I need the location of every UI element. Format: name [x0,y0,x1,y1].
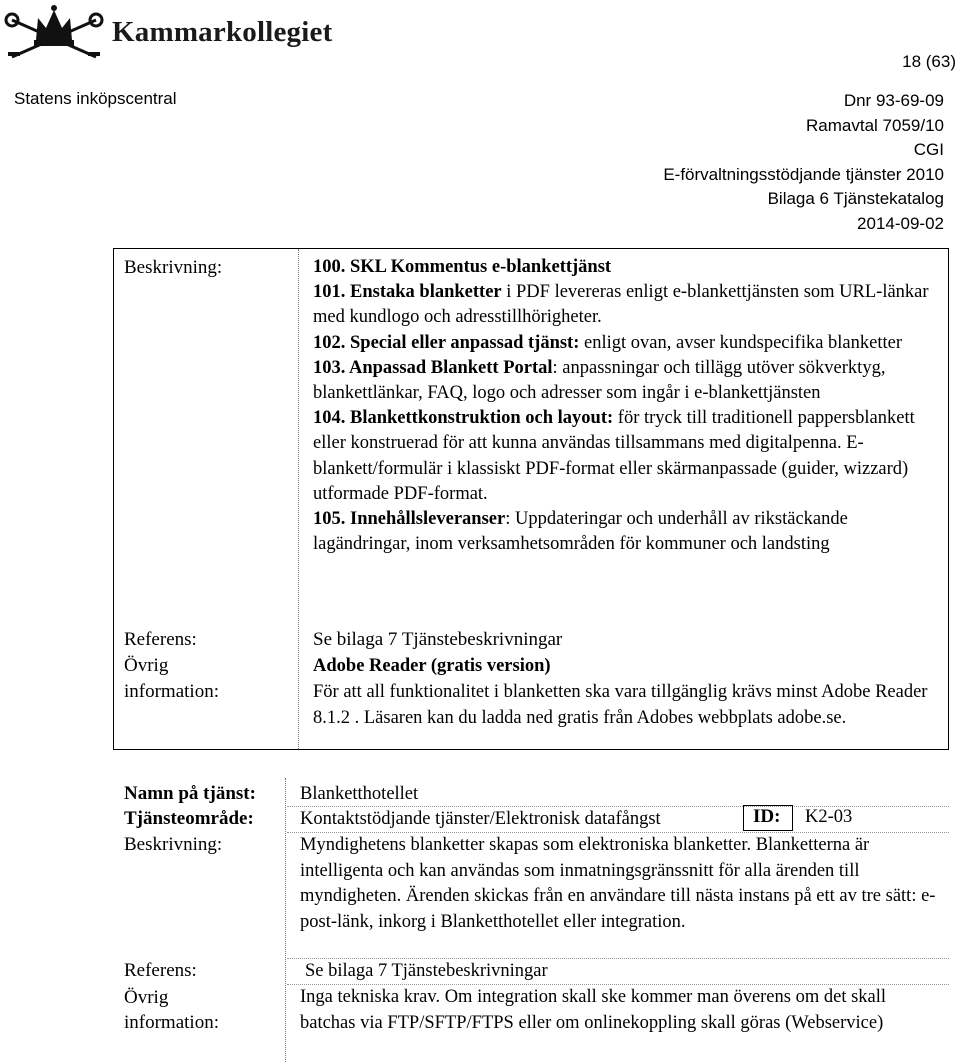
item-title: 103. Anpassad Blankett Portal [313,357,553,378]
label-ovrig: Övrig [124,987,169,1008]
page-number: 18 (63) [902,52,956,71]
list-item [313,255,943,280]
item-text: : anpassningar och tillägg utöver sökverktyg, blankettlänkar, FAQ, logo och adresser som ingår i e-blankettjänsten [313,357,886,404]
description-list [313,255,943,557]
item-text: enligt ovan, avser kundspecifika blanketter [579,332,903,353]
list-item [313,280,943,330]
meta-dnr: Dnr 93-69-09 [843,91,944,110]
column-divider [298,249,299,749]
item-text: för tryck till traditionell pappersblankett eller konstruerad för att kunna användas tillsammans med digitalpenna. E-blankett/formulär i klassiskt PDF-format eller skärmanpassade (guider, wizzard) utformade PDF-format. [313,408,915,504]
item-title: 104. Blankettkonstruktion och layout: [313,408,614,429]
item-title: 100. SKL Kommentus e-blankettjänst [313,257,612,277]
label-tjansteomrade: Tjänsteområde: [124,808,254,829]
list-item [313,406,943,507]
item-text: : Uppdateringar och underhåll av rikstäckande lagändringar, inom verksamhetsområden för kommuner och landsting [313,509,848,555]
label-referens: Referens: [124,960,197,981]
service-table-2 [113,778,949,1062]
item-text: i PDF levereras enligt e-blankettjänsten som URL-länkar med kundlogo och adresstillhörigheter. [313,282,929,328]
ovrig-title: Adobe Reader (gratis version) [313,656,551,676]
label-information: information: [124,1012,219,1033]
id-label: ID: [753,806,781,827]
id-value: K2-03 [805,807,853,827]
meta-service-area: E-förvaltningsstödjande tjänster 2010 [663,164,944,184]
logo-text: Kammarkollegiet [112,16,333,48]
label-ovrig: Övrig [124,655,169,676]
label-namn-pa-tjanst: Namn på tjänst: [124,783,256,804]
document-meta [663,89,944,236]
label-beskrivning: Beskrivning: [124,257,223,278]
label-referens: Referens: [124,629,197,650]
crown-crossed-keys-logo [4,2,104,62]
service-table-1 [113,248,949,750]
list-item [313,356,943,406]
referens-value: Se bilaga 7 Tjänstebeskrivningar [305,961,548,981]
label-information: information: [124,681,219,702]
item-title: 101. Enstaka blanketter [313,282,502,303]
item-title: 105. Innehållsleveranser [313,509,506,530]
ovrig-text: För att all funktionalitet i blanketten ska vara tillgänglig krävs minst Adobe Reader 8.1.2 . Läsaren kan du ladda ned gratis från Adobes webbplats adobe.se. [313,682,928,728]
ovrig-information [313,653,943,731]
ovrig-text: Inga tekniska krav. Om integration skall ske kommer man överens om det skall batchas via FTP/SFTP/FTPS eller om onlinekoppling skall göras (Webservice) [300,987,887,1033]
service-area: Kontaktstödjande tjänster/Elektronisk datafångst [300,809,661,829]
list-item [313,331,943,356]
service-name: Blanketthotellet [300,784,419,804]
referens-value: Se bilaga 7 Tjänstebeskrivningar [313,629,563,650]
item-title: 102. Special eller anpassad tjänst: [313,332,580,353]
meta-supplier: CGI [913,140,944,159]
list-item [313,507,943,557]
organization-name: Statens inköpscentral [14,89,177,108]
description-text: Myndighetens blanketter skapas som elektroniska blanketter. Blanketterna är intelligenta och kan användas som inmatningsgränssnitt för alla ärenden till myndigheten. Ärenden skickas från en användare till nästa instans på ett av tre sätt: e-post-länk, inkorg i Blanketthotellet eller integration. [300,835,936,932]
label-beskrivning: Beskrivning: [124,834,223,855]
column-divider [285,778,286,1062]
meta-date: 2014-09-02 [857,213,944,233]
meta-ramavtal: Ramavtal 7059/10 [806,115,944,135]
meta-attachment: Bilaga 6 Tjänstekatalog [767,189,944,208]
